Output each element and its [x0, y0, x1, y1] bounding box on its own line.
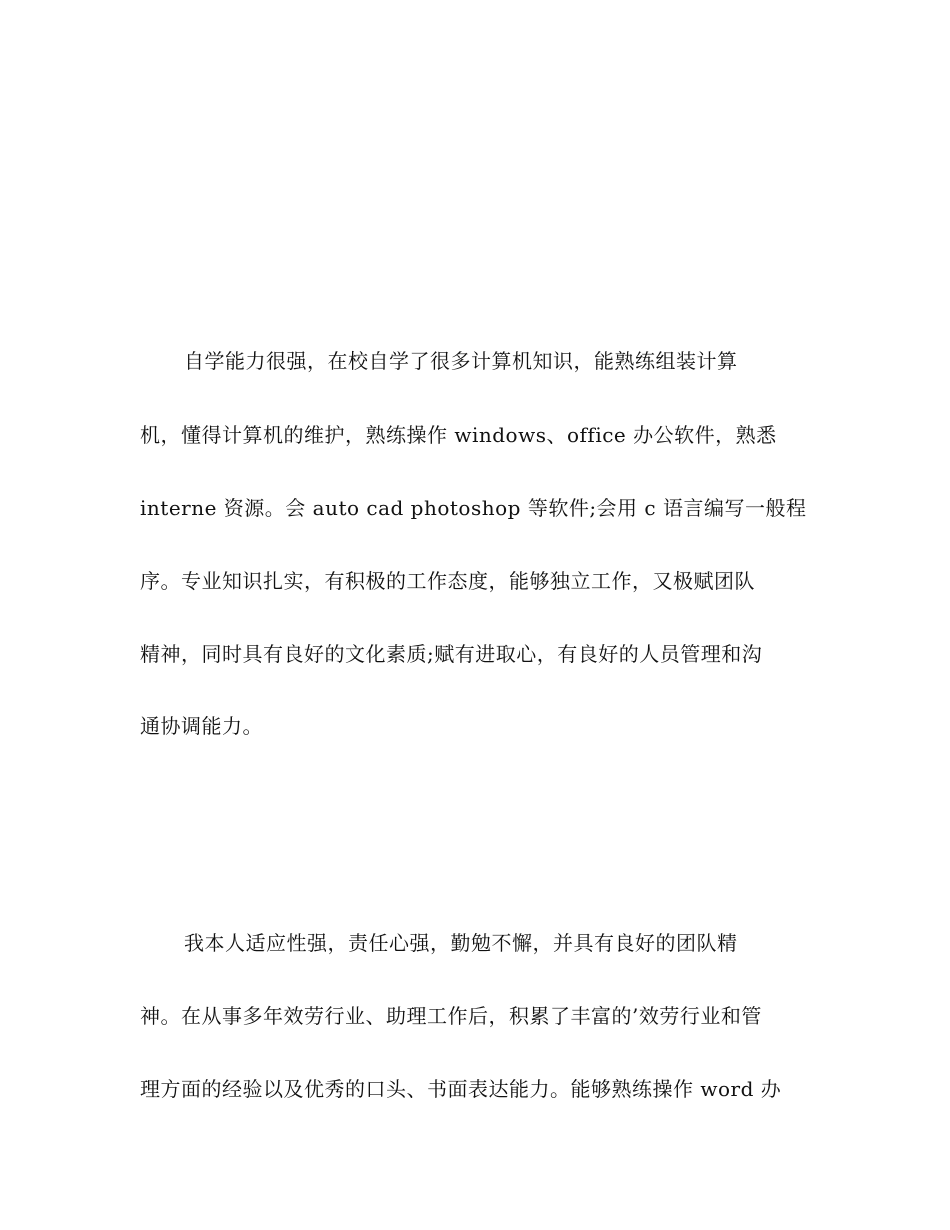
paragraph-line: interne 资源。会 auto cad photoshop 等软件;会用 c 语言编写一般程	[140, 496, 807, 520]
paragraph-line: 我本人适应性强，责任心强，勤勉不懈，并具有良好的团队精	[184, 931, 738, 955]
paragraph-line: 序。专业知识扎实，有积极的工作态度，能够独立工作，又极赋团队	[140, 569, 755, 593]
paragraph-line: 精神，同时具有良好的文化素质;赋有进取心，有良好的人员管理和沟	[140, 642, 763, 666]
paragraph-line: 通协调能力。	[140, 714, 263, 738]
paragraph-line: 自学能力很强，在校自学了很多计算机知识，能熟练组装计算	[184, 349, 738, 373]
paragraph-line: 神。在从事多年效劳行业、助理工作后，积累了丰富的’效劳行业和管	[140, 1004, 762, 1028]
paragraph-line: 机，懂得计算机的维护，熟练操作 windows、office 办公软件，熟悉	[140, 423, 777, 447]
paragraph-line: 理方面的经验以及优秀的口头、书面表达能力。能够熟练操作 word 办	[140, 1077, 782, 1101]
